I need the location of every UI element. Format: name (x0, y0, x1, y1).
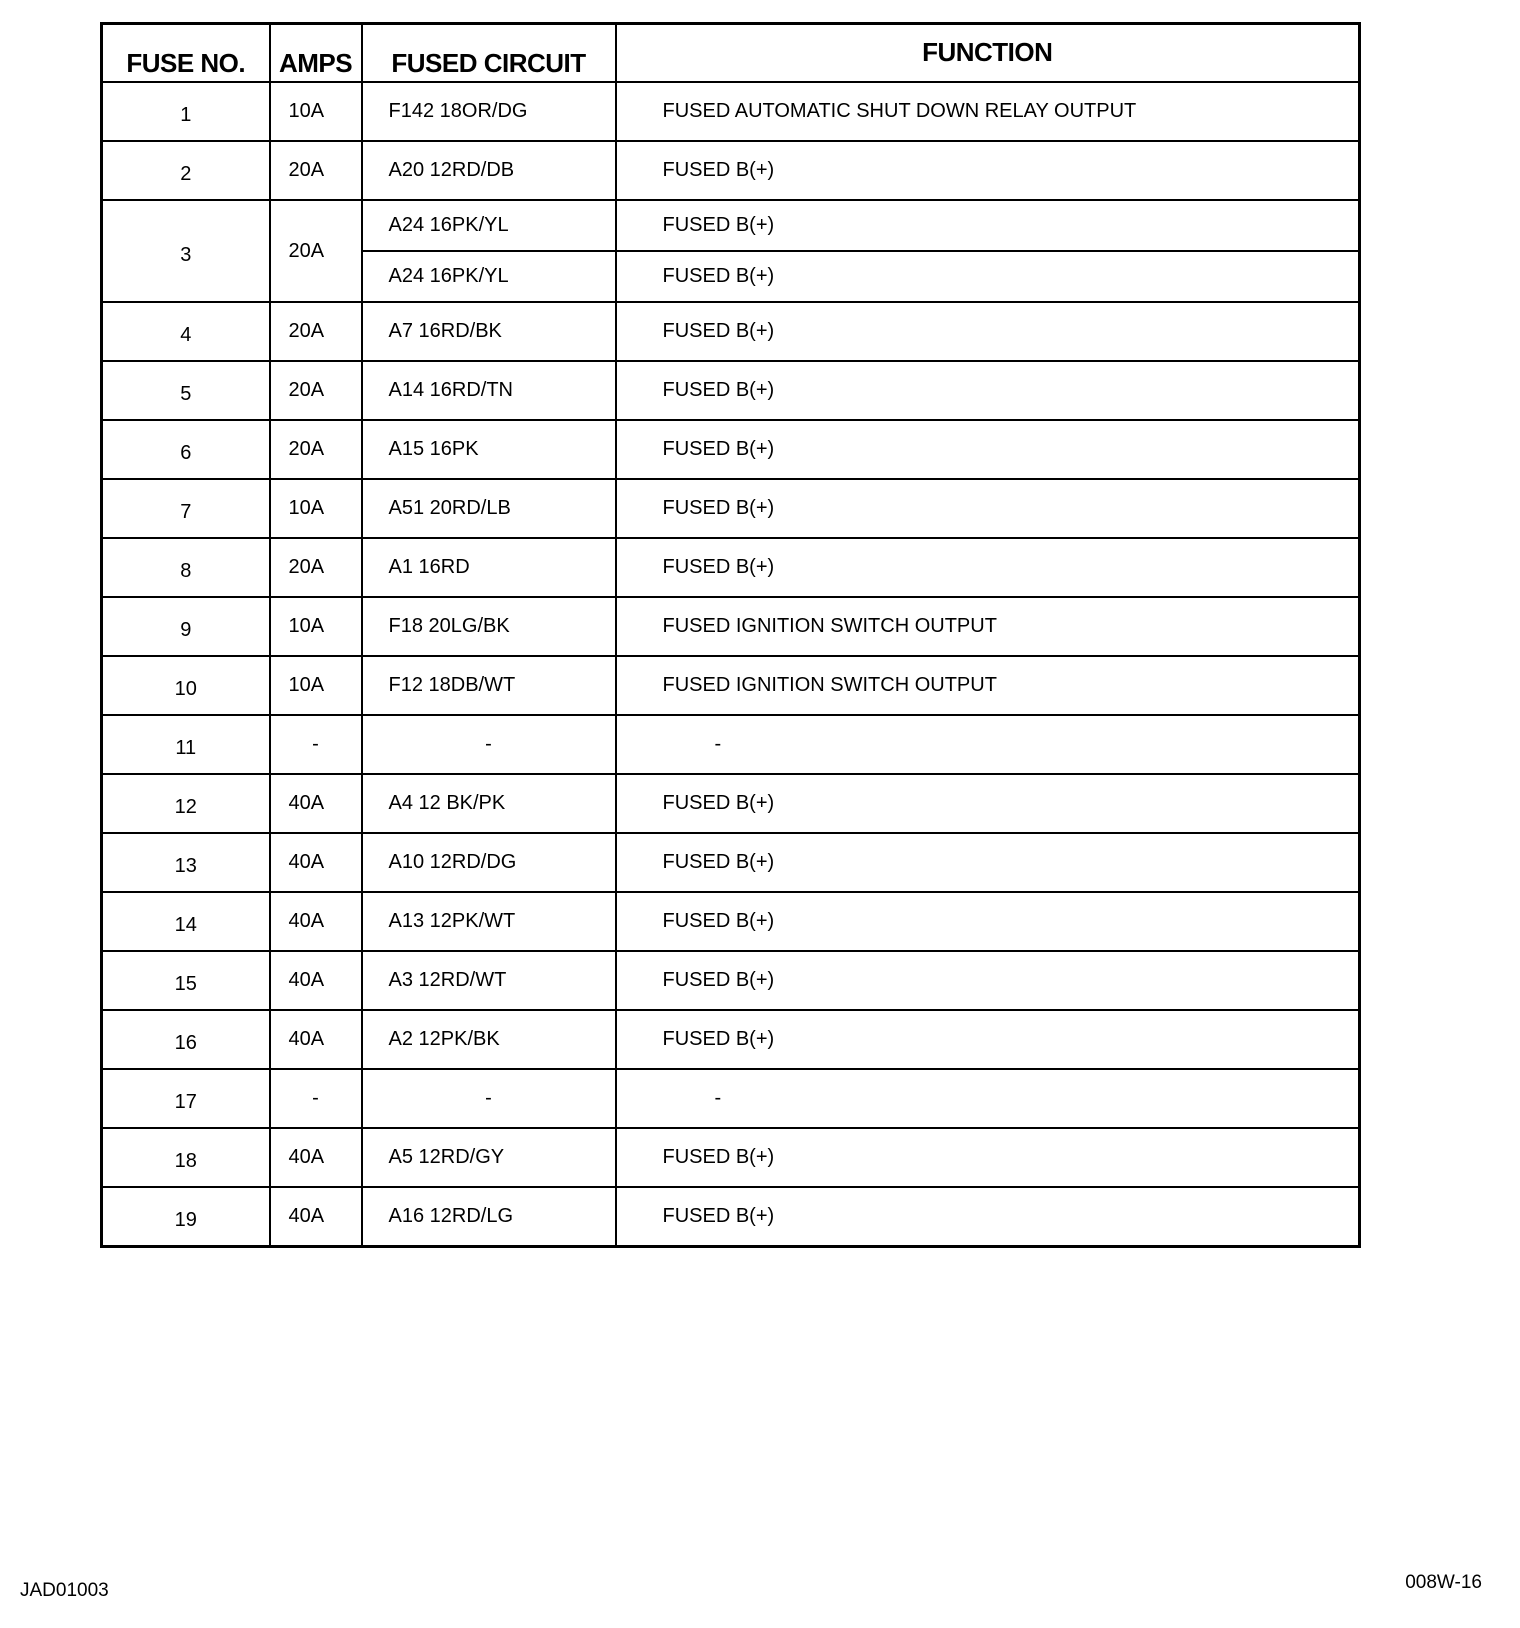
page-code: 008W-16 (1405, 1572, 1482, 1593)
fuse-number: 16 (102, 1010, 270, 1069)
amps-value: 10A (270, 82, 362, 141)
figure-code: JAD01003 (20, 1580, 109, 1601)
table-row (102, 833, 1360, 892)
fused-circuit: A24 16PK/YL (362, 200, 616, 251)
fused-circuit: A10 12RD/DG (362, 833, 616, 892)
fuse-number: 11 (102, 715, 270, 774)
fused-circuit: A4 12 BK/PK (362, 774, 616, 833)
fuse-number: 7 (102, 479, 270, 538)
function-text: FUSED B(+) (616, 420, 1360, 479)
fuse-number: 2 (102, 141, 270, 200)
function-text: FUSED B(+) (616, 1010, 1360, 1069)
table-row (102, 1010, 1360, 1069)
fused-circuit: A20 12RD/DB (362, 141, 616, 200)
amps-value: - (270, 715, 362, 774)
fuse-number: 15 (102, 951, 270, 1010)
amps-value: 40A (270, 1128, 362, 1187)
fuse-number: 1 (102, 82, 270, 141)
table-row (102, 1069, 1360, 1128)
fused-circuit: A15 16PK (362, 420, 616, 479)
table-row (102, 951, 1360, 1010)
fused-circuit: A16 12RD/LG (362, 1187, 616, 1247)
table-row (102, 597, 1360, 656)
function-text: FUSED B(+) (616, 774, 1360, 833)
fused-circuit: A14 16RD/TN (362, 361, 616, 420)
table-row (102, 1187, 1360, 1247)
fuse-number: 8 (102, 538, 270, 597)
function-text: FUSED B(+) (616, 892, 1360, 951)
amps-value: 10A (270, 656, 362, 715)
amps-value: 40A (270, 833, 362, 892)
fuse-number: 9 (102, 597, 270, 656)
table-row (102, 715, 1360, 774)
header-fused-circuit: FUSED CIRCUIT (362, 24, 616, 83)
fused-circuit: A1 16RD (362, 538, 616, 597)
table-row (102, 774, 1360, 833)
table-row (102, 538, 1360, 597)
table-row (102, 141, 1360, 200)
amps-value: - (270, 1069, 362, 1128)
amps-value: 20A (270, 200, 362, 302)
fuse-number: 17 (102, 1069, 270, 1128)
table-row (102, 361, 1360, 420)
fused-circuit: A13 12PK/WT (362, 892, 616, 951)
fuse-number: 19 (102, 1187, 270, 1247)
amps-value: 20A (270, 141, 362, 200)
table-row (102, 1128, 1360, 1187)
header-amps: AMPS (270, 24, 362, 83)
table-row (102, 82, 1360, 141)
amps-value: 20A (270, 420, 362, 479)
table-row (102, 892, 1360, 951)
function-text: FUSED AUTOMATIC SHUT DOWN RELAY OUTPUT (616, 82, 1360, 141)
function-text: - (616, 1069, 1360, 1128)
fused-circuit: F12 18DB/WT (362, 656, 616, 715)
fused-circuit: A2 12PK/BK (362, 1010, 616, 1069)
amps-value: 40A (270, 951, 362, 1010)
table-row (102, 302, 1360, 361)
amps-value: 40A (270, 1187, 362, 1247)
function-text: FUSED B(+) (616, 951, 1360, 1010)
function-text: FUSED B(+) (616, 538, 1360, 597)
fused-circuit: - (362, 715, 616, 774)
amps-value: 20A (270, 538, 362, 597)
fused-circuit: A5 12RD/GY (362, 1128, 616, 1187)
fuse-table (100, 22, 1361, 1248)
amps-value: 20A (270, 361, 362, 420)
function-text: FUSED B(+) (616, 200, 1360, 251)
fused-circuit: A7 16RD/BK (362, 302, 616, 361)
fused-circuit: A3 12RD/WT (362, 951, 616, 1010)
header-fuse-no: FUSE NO. (102, 24, 270, 83)
amps-value: 10A (270, 479, 362, 538)
function-text: FUSED B(+) (616, 251, 1360, 302)
function-text: - (616, 715, 1360, 774)
table-row (102, 200, 1360, 251)
fused-circuit: A51 20RD/LB (362, 479, 616, 538)
fuse-number: 14 (102, 892, 270, 951)
amps-value: 40A (270, 774, 362, 833)
table-row (102, 479, 1360, 538)
fuse-number: 18 (102, 1128, 270, 1187)
function-text: FUSED B(+) (616, 479, 1360, 538)
header-row (102, 24, 1360, 83)
function-text: FUSED IGNITION SWITCH OUTPUT (616, 656, 1360, 715)
fuse-number: 10 (102, 656, 270, 715)
fuse-number: 3 (102, 200, 270, 302)
amps-value: 10A (270, 597, 362, 656)
function-text: FUSED B(+) (616, 1128, 1360, 1187)
fused-circuit: - (362, 1069, 616, 1128)
function-text: FUSED B(+) (616, 302, 1360, 361)
fused-circuit: F18 20LG/BK (362, 597, 616, 656)
table-row (102, 420, 1360, 479)
header-function: FUNCTION (616, 24, 1360, 83)
fuse-number: 6 (102, 420, 270, 479)
amps-value: 20A (270, 302, 362, 361)
amps-value: 40A (270, 892, 362, 951)
function-text: FUSED B(+) (616, 833, 1360, 892)
fuse-number: 12 (102, 774, 270, 833)
function-text: FUSED IGNITION SWITCH OUTPUT (616, 597, 1360, 656)
function-text: FUSED B(+) (616, 361, 1360, 420)
fuse-number: 5 (102, 361, 270, 420)
table-row (102, 656, 1360, 715)
function-text: FUSED B(+) (616, 141, 1360, 200)
fused-circuit: A24 16PK/YL (362, 251, 616, 302)
fuse-number: 4 (102, 302, 270, 361)
fuse-number: 13 (102, 833, 270, 892)
fused-circuit: F142 18OR/DG (362, 82, 616, 141)
amps-value: 40A (270, 1010, 362, 1069)
function-text: FUSED B(+) (616, 1187, 1360, 1247)
